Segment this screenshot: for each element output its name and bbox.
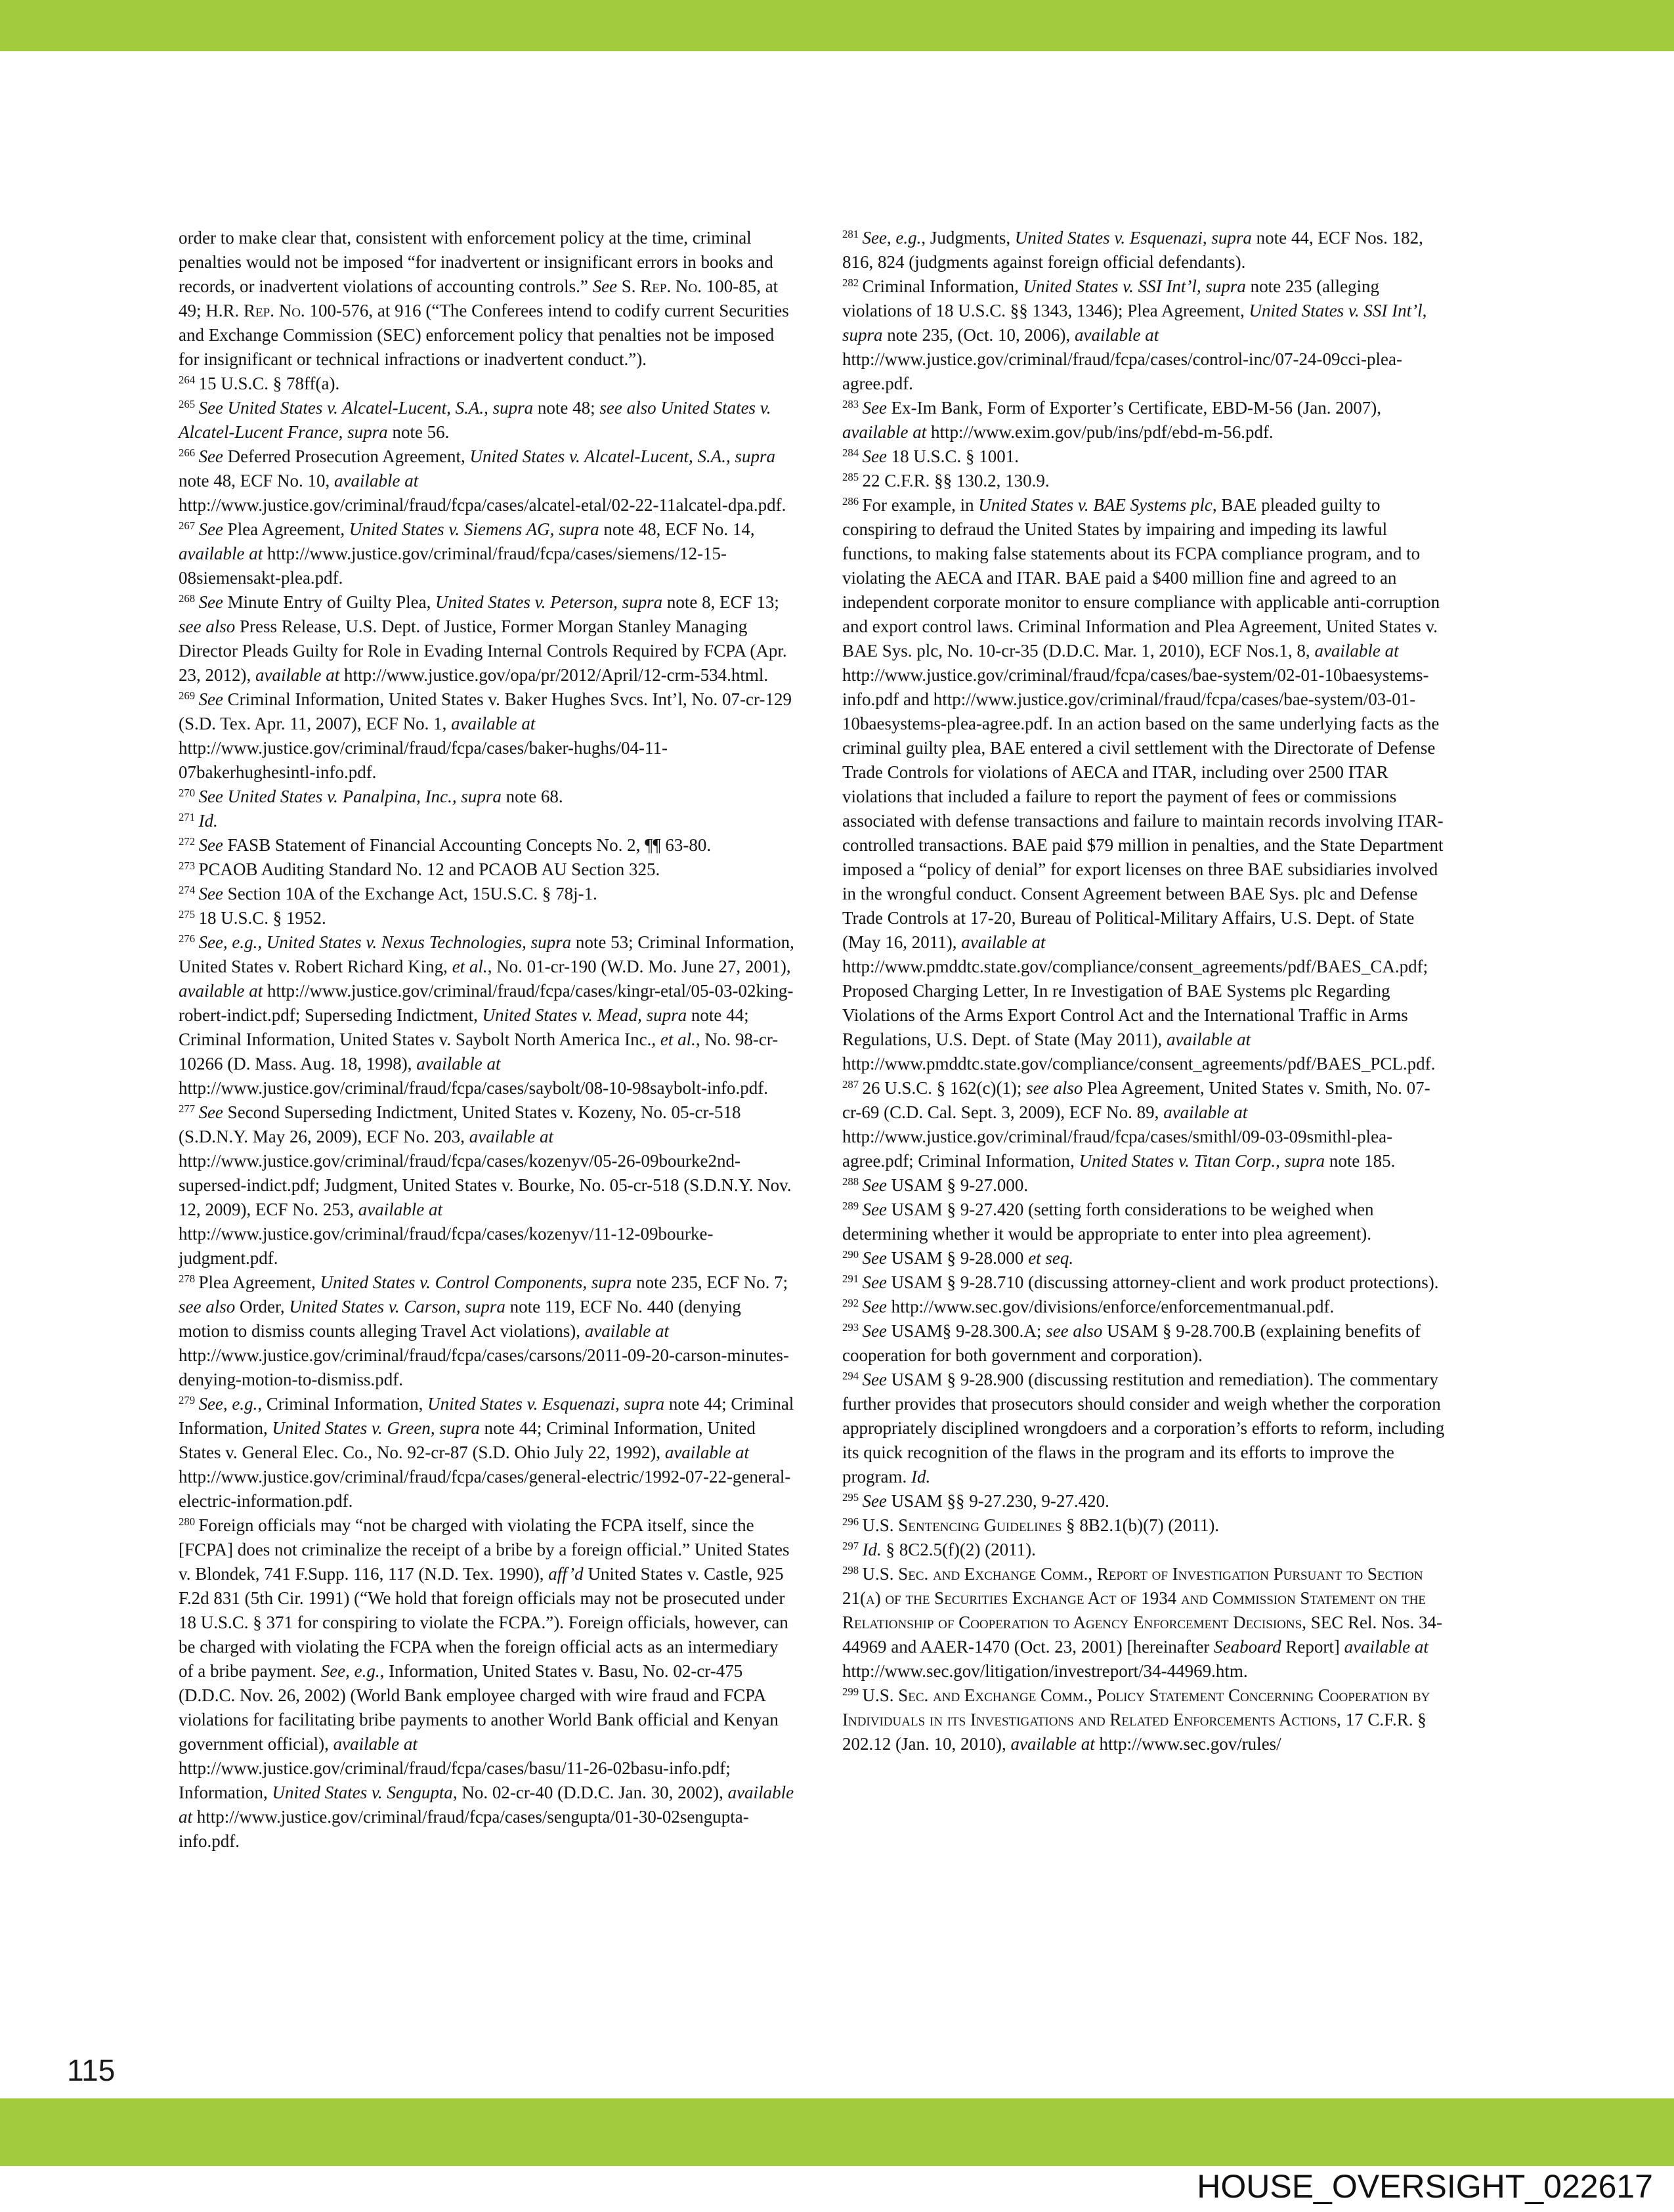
footnote-text: See Criminal Information, United States v. Baker Hughes Svcs. Int’l, No. 07-cr-129 (S.D. Tex. Apr. 11, 2007), ECF No. 1, available at http://www.justice.gov/criminal/fraud/fcpa/cases/baker-hughs/04-11-07bakerhughesintl-info.pdf. bbox=[179, 689, 792, 782]
footnote bbox=[842, 1489, 1448, 1513]
footnote bbox=[179, 590, 796, 687]
footnote-marker: 275 bbox=[179, 907, 196, 921]
footnote bbox=[179, 517, 796, 590]
footnote-marker: 285 bbox=[842, 470, 859, 483]
footnote-marker: 289 bbox=[842, 1199, 859, 1212]
footnote bbox=[179, 687, 796, 785]
footnote-marker: 293 bbox=[842, 1320, 859, 1334]
footnote bbox=[842, 1246, 1448, 1270]
footnote-text: 15 U.S.C. § 78ff(a). bbox=[198, 374, 340, 393]
footnote-marker: 298 bbox=[842, 1563, 859, 1576]
footnote-text: See USAM § 9-27.000. bbox=[862, 1175, 1029, 1195]
footnote-marker: 287 bbox=[842, 1077, 859, 1091]
footnote-marker: 294 bbox=[842, 1369, 859, 1382]
footnote-marker: 281 bbox=[842, 227, 859, 240]
footnote bbox=[842, 1076, 1448, 1173]
footnote bbox=[179, 1100, 796, 1270]
footnote bbox=[179, 226, 796, 372]
footnote-text: See United States v. Panalpina, Inc., supra note 68. bbox=[198, 787, 563, 806]
footnote-marker: 266 bbox=[179, 446, 196, 459]
footnote-text: U.S. Sec. and Exchange Comm., Report of Investigation Pursuant to Section 21(a) of the Securities Exchange Act of 1934 and Commission Statement on the Relationship of Cooperation to Agency Enforcement Decisions, SEC Rel. Nos. 34-44969 and AAER-1470 (Oct. 23, 2001) [hereinafter Seaboard Report] available at http://www.sec.gov/litigation/investreport/34-44969.htm. bbox=[842, 1564, 1442, 1681]
footnote-marker: 265 bbox=[179, 397, 196, 410]
footnote-marker: 291 bbox=[842, 1272, 859, 1285]
footnote bbox=[842, 1368, 1448, 1489]
footnote bbox=[179, 396, 796, 445]
footnote-marker: 268 bbox=[179, 592, 196, 605]
footnote bbox=[179, 1513, 796, 1854]
footnote bbox=[179, 906, 796, 930]
footnote-text: See United States v. Alcatel-Lucent, S.A., supra note 48; see also United States v. Alcatel-Lucent France, supra note 56. bbox=[179, 398, 771, 442]
footnote-text: See Deferred Prosecution Agreement, United States v. Alcatel-Lucent, S.A., supra note 48, ECF No. 10, available at http://www.justice.gov/criminal/fraud/fcpa/cases/alcatel-etal/02-22-11alcatel-dpa.pdf. bbox=[179, 446, 786, 515]
footnote-text: Plea Agreement, United States v. Control Components, supra note 235, ECF No. 7; see also Order, United States v. Carson, supra note 119, ECF No. 440 (denying motion to dismiss counts alleging Travel Act violations), available at http://www.justice.gov/criminal/fraud/fcpa/cases/carsons/2011-09-20-carson-minutes-denying-motion-to-dismiss.pdf. bbox=[179, 1272, 789, 1389]
bottom-accent-bar bbox=[0, 2098, 1674, 2166]
footnote-marker: 296 bbox=[842, 1515, 859, 1528]
footnote-text: See Plea Agreement, United States v. Siemens AG, supra note 48, ECF No. 14, available at http://www.justice.gov/criminal/fraud/fcpa/cases/siemens/12-15-08siemensakt-plea.pdf. bbox=[179, 519, 755, 588]
footnote-text: See http://www.sec.gov/divisions/enforce/enforcementmanual.pdf. bbox=[862, 1297, 1335, 1316]
footnote-text: Criminal Information, United States v. SSI Int’l, supra note 235 (alleging violations of 18 U.S.C. §§ 1343, 1346); Plea Agreement, United States v. SSI Int’l, supra note 235, (Oct. 10, 2006), available at http://www.justice.gov/criminal/fraud/fcpa/cases/control-inc/07-24-09cci-plea-agree.pdf. bbox=[842, 276, 1427, 393]
footnote bbox=[179, 833, 796, 857]
page-number: 115 bbox=[67, 2053, 116, 2087]
footnote-marker: 283 bbox=[842, 397, 859, 410]
footnote bbox=[179, 809, 796, 833]
footnote-text: See Minute Entry of Guilty Plea, United States v. Peterson, supra note 8, ECF 13; see also Press Release, U.S. Dept. of Justice, Former Morgan Stanley Managing Director Pleads Guilty for Role in Evading Internal Controls Required by FCPA (Apr. 23, 2012), available at http://www.justice.gov/opa/pr/2012/April/12-crm-534.html. bbox=[179, 592, 787, 685]
footnote-text: See USAM § 9-27.420 (setting forth considerations to be weighed when determining whether it would be appropriate to enter into plea agreement). bbox=[842, 1200, 1374, 1244]
footnote-marker: 288 bbox=[842, 1175, 859, 1188]
footnote-marker: 295 bbox=[842, 1490, 859, 1504]
footnote bbox=[842, 1513, 1448, 1538]
footnote-marker: 270 bbox=[179, 786, 196, 799]
footnote-text: See Ex-Im Bank, Form of Exporter’s Certificate, EBD-M-56 (Jan. 2007), available at http://www.exim.gov/pub/ins/pdf/ebd-m-56.pdf. bbox=[842, 398, 1382, 442]
footnote bbox=[842, 1538, 1448, 1562]
footnote-text: See USAM§ 9-28.300.A; see also USAM § 9-28.700.B (explaining benefits of cooperation for both government and corporation). bbox=[842, 1321, 1421, 1365]
footnote-marker: 290 bbox=[842, 1247, 859, 1261]
footnote-marker: 278 bbox=[179, 1272, 196, 1285]
footnote-text: 22 C.F.R. §§ 130.2, 130.9. bbox=[862, 471, 1050, 490]
footnote-marker: 280 bbox=[179, 1515, 196, 1528]
footnote bbox=[842, 1173, 1448, 1198]
footnote-text: Id. § 8C2.5(f)(2) (2011). bbox=[862, 1540, 1036, 1559]
footnote-text: PCAOB Auditing Standard No. 12 and PCAOB AU Section 325. bbox=[198, 859, 660, 879]
footnote-text: Foreign officials may “not be charged with violating the FCPA itself, since the [FCPA] does not criminalize the receipt of a bribe by a foreign official.” United States v. Blondek, 741 F.Supp. 116, 117 (N.D. Tex. 1990), aff’d United States v. Castle, 925 F.2d 831 (5th Cir. 1991) (“We hold that foreign officials may not be prosecuted under 18 U.S.C. § 371 for conspiring to violate the FCPA.”). Foreign officials, however, can be charged with violating the FCPA when the foreign official acts as an intermediary of a bribe payment. See, e.g., Information, United States v. Basu, No. 02-cr-475 (D.D.C. Nov. 26, 2002) (World Bank employee charged with wire fraud and FCPA violations for facilitating bribe payments to another World Bank official and Kenyan government official), available at http://www.justice.gov/criminal/fraud/fcpa/cases/basu/11-26-02basu-info.pdf; Information, United States v. Sengupta, No. 02-cr-40 (D.D.C. Jan. 30, 2002), available at http://www.justice.gov/criminal/fraud/fcpa/cases/sengupta/01-30-02sengupta-info.pdf. bbox=[179, 1515, 794, 1851]
footnote bbox=[842, 1683, 1448, 1756]
footnote-text: See 18 U.S.C. § 1001. bbox=[862, 446, 1019, 466]
footnote-text: 18 U.S.C. § 1952. bbox=[198, 908, 326, 928]
footnote-marker: 279 bbox=[179, 1393, 196, 1406]
footnote bbox=[842, 274, 1448, 396]
footnote-text: For example, in United States v. BAE Systems plc, BAE pleaded guilty to conspiring to defraud the United States by impairing and impeding its lawful functions, to making false statements about its FCPA compliance program, and to violating the AECA and ITAR. BAE paid a $400 million fine and agreed to an independent corporate monitor to ensure compliance with applicable anti-corruption and export control laws. Criminal Information and Plea Agreement, United States v. BAE Sys. plc, No. 10-cr-35 (D.D.C. Mar. 1, 2010), ECF Nos.1, 8, available at http://www.justice.gov/criminal/fraud/fcpa/cases/bae-system/02-01-10baesystems-info.pdf and http://www.justice.gov/criminal/fraud/fcpa/cases/bae-system/03-01-10baesystems-plea-agree.pdf. In an action based on the same underlying facts as the criminal guilty plea, BAE entered a civil settlement with the Directorate of Defense Trade Controls for violations of AECA and ITAR, including over 2500 ITAR violations that included a failure to report the payment of fees or commissions associated with defense transactions and failure to maintain records involving ITAR-controlled transactions. BAE paid $79 million in penalties, and the State Department imposed a “policy of denial” for export licenses on three BAE subsidiaries involved in the wrongful conduct. Consent Agreement between BAE Sys. plc and Defense Trade Controls at 17-20, Bureau of Political-Military Affairs, U.S. Dept. of State (May 16, 2011), available at http://www.pmddtc.state.gov/compliance/consent_agreements/pdf/BAES_CA.pdf; Proposed Charging Letter, In re Investigation of BAE Systems plc Regarding Violations of the Arms Export Control Act and the International Traffic in Arms Regulations, U.S. Dept. of State (May 2011), available at http://www.pmddtc.state.gov/compliance/consent_agreements/pdf/BAES_PCL.pdf. bbox=[842, 495, 1444, 1073]
footnote-text: order to make clear that, consistent with enforcement policy at the time, criminal penalties would not be imposed “for inadvertent or insignificant errors in books and records, or inadvertent violations of accounting controls.” See S. Rep. No. 100-85, at 49; H.R. Rep. No. 100-576, at 916 (“The Conferees intend to codify current Securities and Exchange Commission (SEC) enforcement policy that penalties not be imposed for insignificant or technical infractions or inadvertent conduct.”). bbox=[179, 228, 789, 369]
bates-stamp: HOUSE_OVERSIGHT_022617 bbox=[1197, 2168, 1653, 2205]
footnote-text: U.S. Sec. and Exchange Comm., Policy Statement Concerning Cooperation by Individuals in its Investigations and Related Enforcements Actions, 17 C.F.R. § 202.12 (Jan. 10, 2010), available at http://www.sec.gov/rules/ bbox=[842, 1685, 1430, 1754]
footnote-marker: 271 bbox=[179, 810, 196, 823]
footnote bbox=[842, 445, 1448, 469]
footnote bbox=[842, 493, 1448, 1076]
footnote bbox=[842, 1270, 1448, 1295]
footnote bbox=[842, 226, 1448, 274]
footnote-marker: 267 bbox=[179, 519, 196, 532]
footnote-marker: 297 bbox=[842, 1539, 859, 1552]
footnote-marker: 284 bbox=[842, 446, 859, 459]
footnote-text: See USAM § 9-28.710 (discussing attorney-client and work product protections). bbox=[862, 1272, 1439, 1292]
footnote-marker: 273 bbox=[179, 859, 196, 872]
footnote bbox=[179, 785, 796, 809]
footnote-text: See Second Superseding Indictment, United States v. Kozeny, No. 05-cr-518 (S.D.N.Y. May 26, 2009), ECF No. 203, available at http://www.justice.gov/criminal/fraud/fcpa/cases/kozenyv/05-26-09bourke2nd-supersed-indict.pdf; Judgment, United States v. Bourke, No. 05-cr-518 (S.D.N.Y. Nov. 12, 2009), ECF No. 253, available at http://www.justice.gov/criminal/fraud/fcpa/cases/kozenyv/11-12-09bourke-judgment.pdf. bbox=[179, 1102, 792, 1268]
footnote bbox=[179, 857, 796, 882]
footnote bbox=[842, 1319, 1448, 1368]
footnote-text: See, e.g., United States v. Nexus Technologies, supra note 53; Criminal Information, United States v. Robert Richard King, et al., No. 01-cr-190 (W.D. Mo. June 27, 2001), available at http://www.justice.gov/criminal/fraud/fcpa/cases/kingr-etal/05-03-02king-robert-indict.pdf; Superseding Indictment, United States v. Mead, supra note 44; Criminal Information, United States v. Saybolt North America Inc., et al., No. 98-cr-10266 (D. Mass. Aug. 18, 1998), available at http://www.justice.gov/criminal/fraud/fcpa/cases/saybolt/08-10-98saybolt-info.pdf. bbox=[179, 932, 794, 1098]
footnote-text: See Section 10A of the Exchange Act, 15U.S.C. § 78j-1. bbox=[198, 884, 597, 903]
footnote-text: 26 U.S.C. § 162(c)(1); see also Plea Agreement, United States v. Smith, No. 07-cr-69 (C.D. Cal. Sept. 3, 2009), ECF No. 89, available at http://www.justice.gov/criminal/fraud/fcpa/cases/smithl/09-03-09smithl-plea-agree.pdf; Criminal Information, United States v. Titan Corp., supra note 185. bbox=[842, 1078, 1430, 1171]
footnote bbox=[179, 1392, 796, 1513]
footnote-marker: 269 bbox=[179, 689, 196, 702]
footnote bbox=[842, 1562, 1448, 1683]
footnote bbox=[179, 1270, 796, 1392]
footnote bbox=[842, 1295, 1448, 1319]
top-accent-bar bbox=[0, 0, 1674, 51]
footnote-text: See USAM § 9-28.900 (discussing restitution and remediation). The commentary further provides that prosecutors should consider and weigh whether the corporation appropriately disciplined wrongdoers and a corporation’s efforts to reform, including its quick recognition of the flaws in the program and its efforts to improve the program. Id. bbox=[842, 1370, 1445, 1486]
footnote-marker: 282 bbox=[842, 276, 859, 289]
footnote bbox=[179, 372, 796, 396]
footnote bbox=[842, 396, 1448, 445]
footnotes-column-left bbox=[179, 226, 796, 1854]
footnote-marker: 292 bbox=[842, 1296, 859, 1309]
footnotes-column-right bbox=[842, 226, 1448, 1756]
footnote-text: See FASB Statement of Financial Accounting Concepts No. 2, ¶¶ 63-80. bbox=[198, 835, 712, 855]
footnote-text: See, e.g., Criminal Information, United States v. Esquenazi, supra note 44; Criminal Information, United States v. Green, supra note 44; Criminal Information, United States v. General Elec. Co., No. 92-cr-87 (S.D. Ohio July 22, 1992), available at http://www.justice.gov/criminal/fraud/fcpa/cases/general-electric/1992-07-22-general-electric-information.pdf. bbox=[179, 1394, 794, 1511]
footnote-text: See, e.g., Judgments, United States v. Esquenazi, supra note 44, ECF Nos. 182, 816, 824 (judgments against foreign official defendants). bbox=[842, 228, 1423, 272]
footnote-marker: 286 bbox=[842, 494, 859, 508]
footnote-marker: 276 bbox=[179, 932, 196, 945]
footnote-marker: 274 bbox=[179, 883, 196, 896]
footnote-text: See USAM § 9-28.000 et seq. bbox=[862, 1248, 1074, 1268]
footnote bbox=[842, 1198, 1448, 1246]
footnote-marker: 272 bbox=[179, 835, 196, 848]
footnote-text: See USAM §§ 9-27.230, 9-27.420. bbox=[862, 1491, 1109, 1511]
footnote bbox=[842, 469, 1448, 493]
footnote-marker: 264 bbox=[179, 373, 196, 386]
footnote bbox=[179, 930, 796, 1100]
footnote-text: Id. bbox=[198, 811, 218, 831]
footnote bbox=[179, 445, 796, 517]
footnote-text: U.S. Sentencing Guidelines § 8B2.1(b)(7) (2011). bbox=[862, 1515, 1220, 1535]
footnote bbox=[179, 882, 796, 906]
footnote-marker: 299 bbox=[842, 1685, 859, 1698]
footnote-marker: 277 bbox=[179, 1102, 196, 1115]
